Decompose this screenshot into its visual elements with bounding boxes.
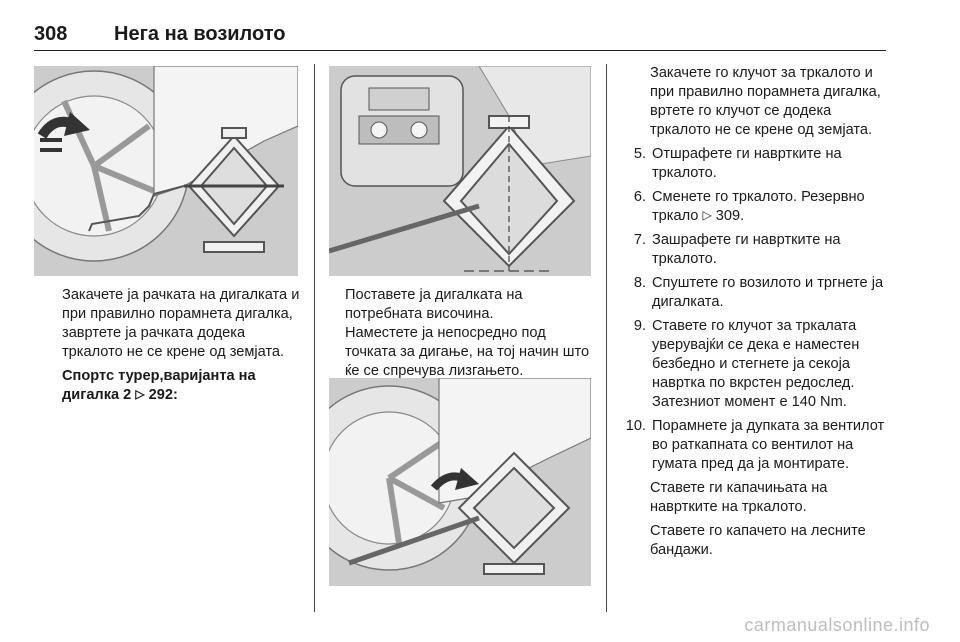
- step-text: Порамнете ја дупката за вентилот во раткапната со вентилот на гумата пред да ја монтирате.: [652, 418, 885, 472]
- page-header: [34, 20, 886, 51]
- step-number: 7.: [633, 232, 646, 248]
- step-text: Спуштете го возилото и тргнете ја дигалката.: [652, 275, 884, 310]
- arrow-ref-icon: ▷: [702, 208, 712, 222]
- step-text-wrap: [652, 188, 890, 226]
- jack-crank-illustration: [34, 66, 298, 276]
- step-text: Сменете го тркалото. Резервно тркало: [652, 189, 865, 224]
- instruction-paragraph: Наместете ја непосредно под точката за дигање, на тој начин што ќе се спречува лизгањето.: [345, 325, 590, 379]
- list-item: [606, 417, 890, 474]
- list-item: [606, 231, 890, 269]
- step-text: Отшрафете ги навртките на тркалото.: [652, 146, 842, 181]
- step-number: 9.: [633, 318, 646, 334]
- arrow-ref-icon: ▷: [135, 387, 145, 401]
- page-number: 308: [34, 23, 68, 45]
- intro-paragraph: Закачете го клучот за тркалото и при правилно порамнета дигалка, вртете го клучот се додека тркалото не се крене од земјата.: [650, 65, 881, 138]
- jack-position-illustration: [329, 66, 591, 276]
- step-text: Зашрафете ги навртките на тркалото.: [652, 232, 841, 267]
- closing-paragraph: Ставете го капачето на лесните бандажи.: [650, 523, 866, 558]
- column-2-text: [345, 286, 597, 386]
- subheading-page-ref[interactable]: 292:: [148, 387, 178, 403]
- subheading-text: Спортс турер,варијанта на дигалка 2: [62, 368, 256, 403]
- closing-paragraph: Ставете ги капачињата на навртките на тркалото.: [650, 480, 828, 515]
- step-number: 8.: [633, 275, 646, 291]
- instruction-paragraph: Закачете ја рачката на дигалката и при правилно порамнета дигалка, завртете ја рачката додека тркалото не се крене од земјата.: [62, 287, 300, 360]
- instruction-paragraph: Поставете ја дигалката на потребната височина.: [345, 287, 523, 322]
- step-text: Ставете го клучот за тркалата уверувајќи се дека е наместен безбедно и стегнете ја секоја навртка по вкрстен редослед. Затезниот момент е 140 Nm.: [652, 318, 860, 410]
- list-item: [606, 317, 890, 412]
- steps-list: [606, 64, 890, 565]
- list-item: [606, 188, 890, 226]
- watermark: carmanualsonline.info: [744, 615, 930, 635]
- step-page-ref[interactable]: 309.: [715, 208, 745, 224]
- column-divider-1: [314, 64, 315, 612]
- step-number: 5.: [633, 146, 646, 162]
- jack-point-inset-icon: [341, 76, 463, 186]
- step-number: 10.: [625, 418, 646, 434]
- column-1-text: [62, 286, 300, 410]
- list-item: [606, 274, 890, 312]
- section-subheading: [62, 367, 300, 405]
- jack-variant-illustration: [329, 378, 591, 586]
- list-item: [606, 145, 890, 183]
- chapter-title: Нега на возилото: [114, 23, 286, 45]
- step-number: 6.: [633, 189, 646, 205]
